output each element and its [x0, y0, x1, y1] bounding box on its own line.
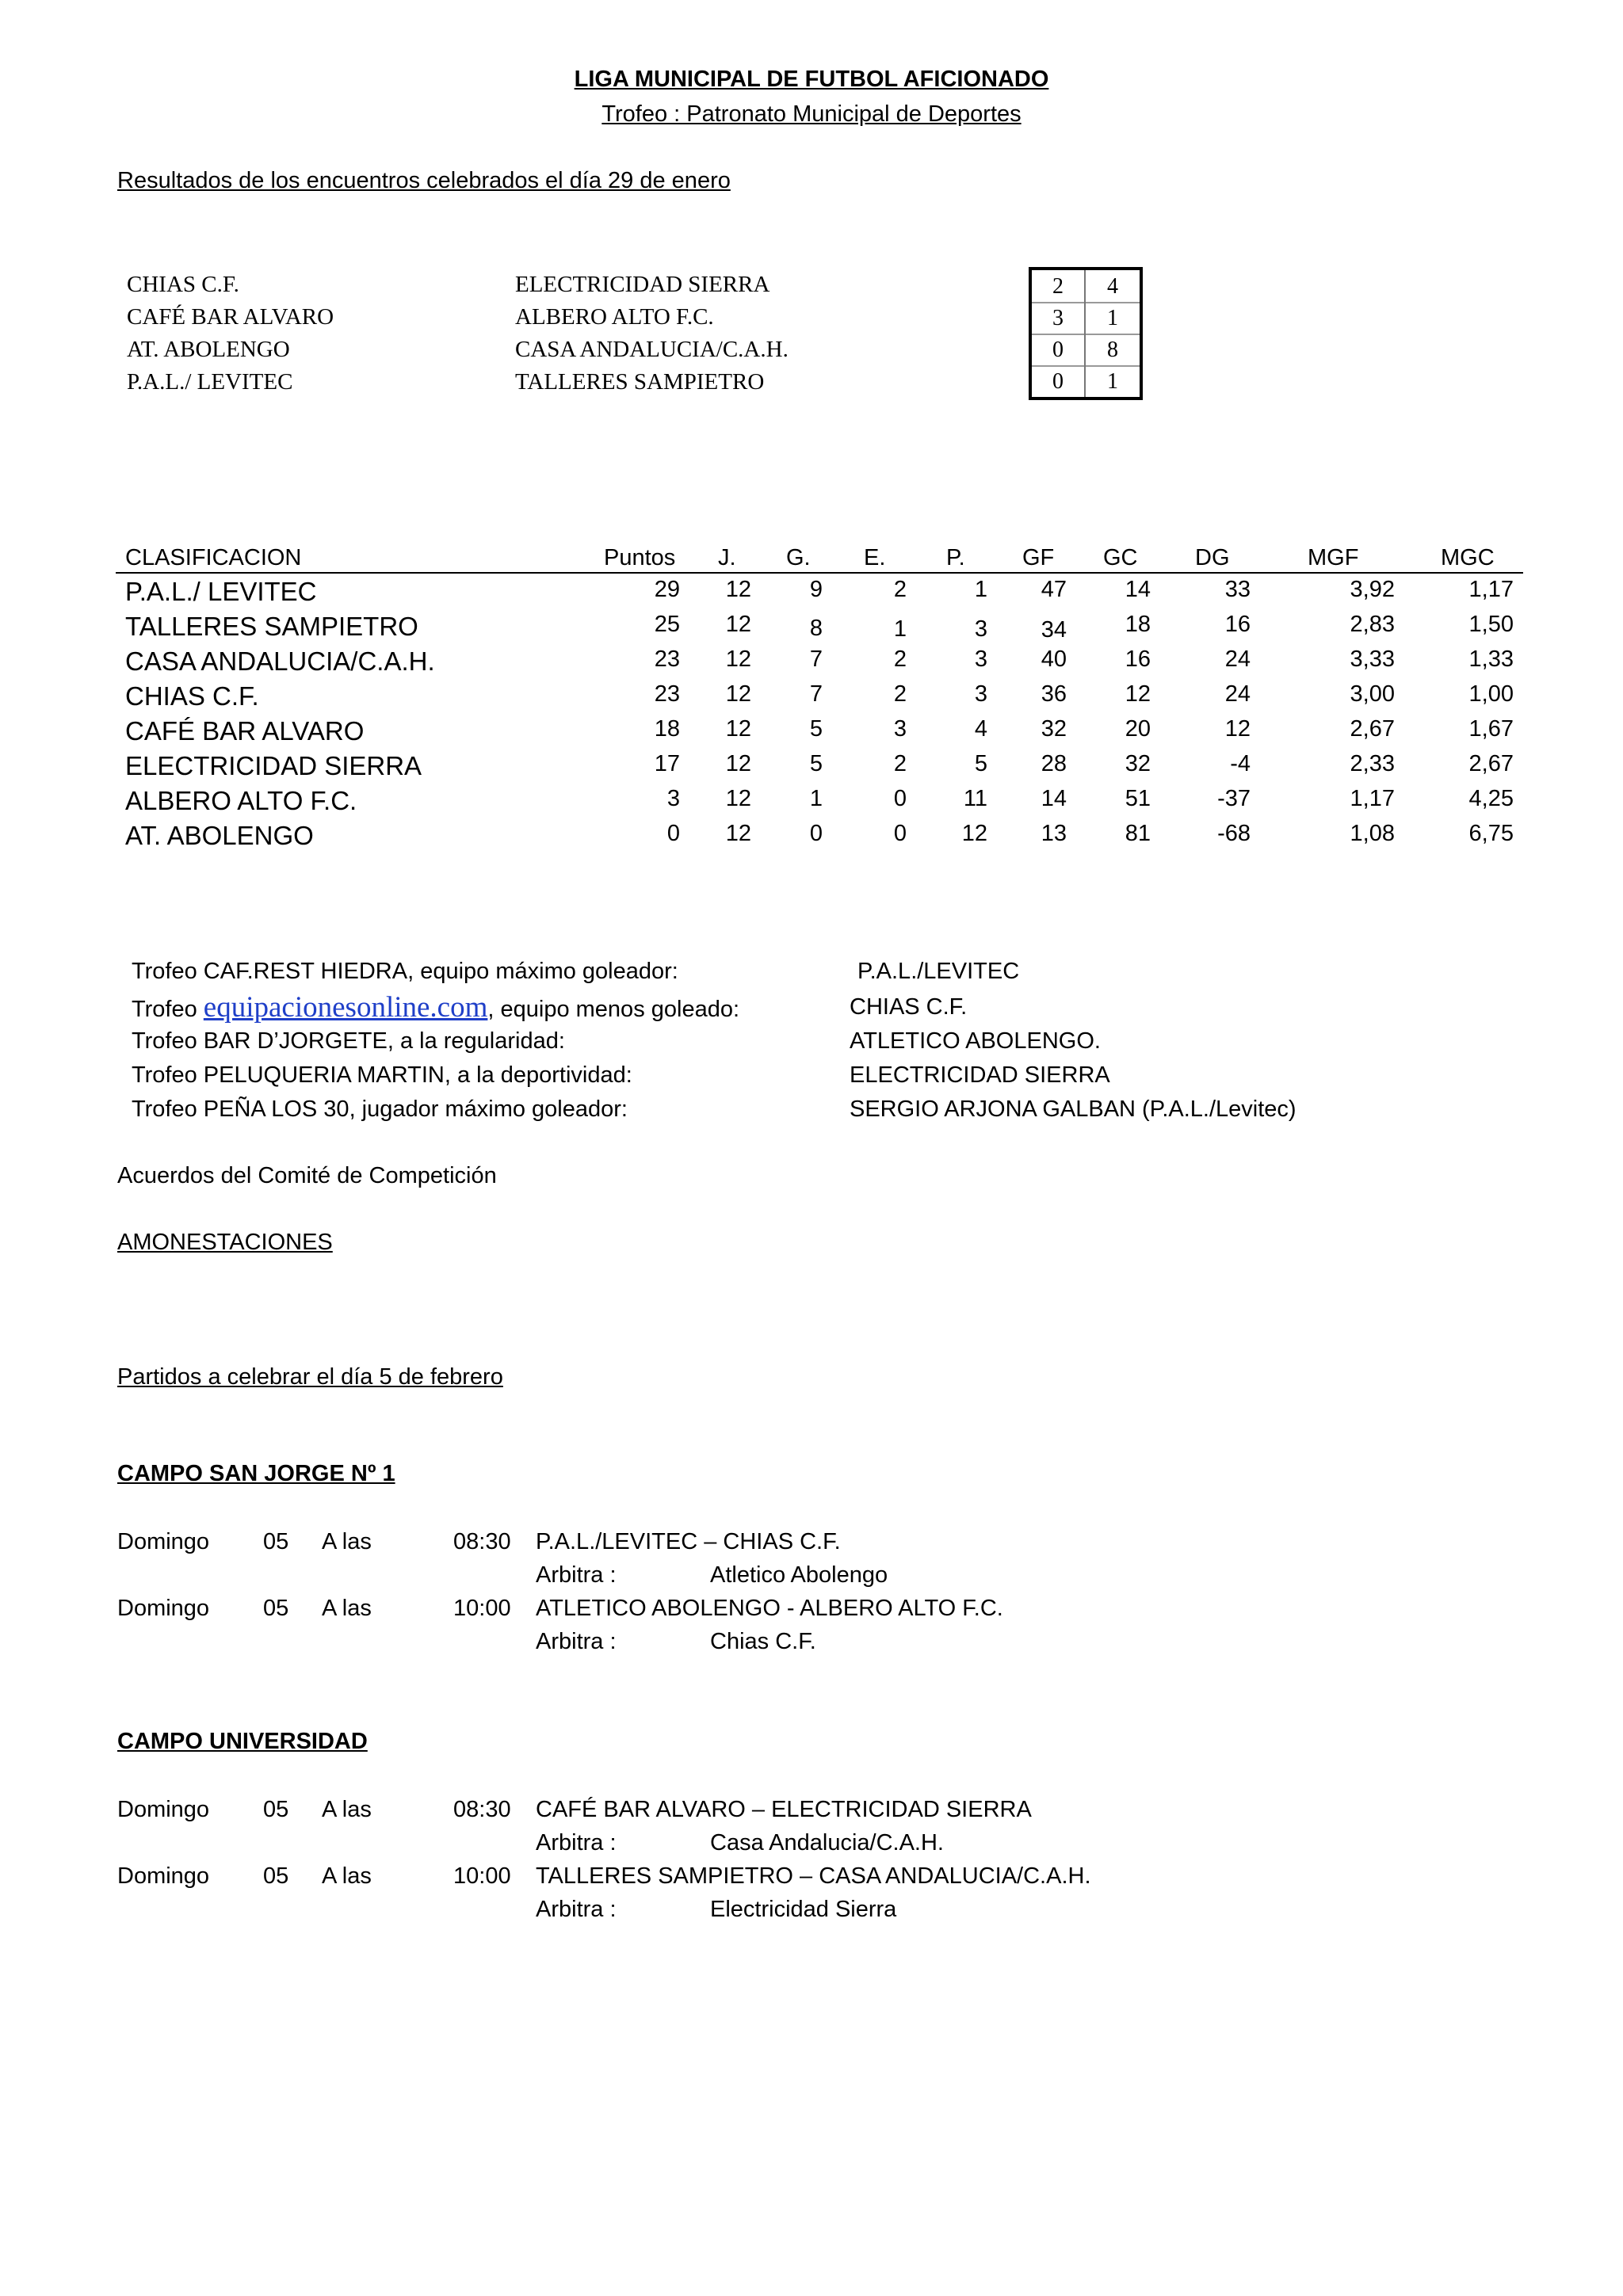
column-header-dg: DG: [1195, 545, 1230, 570]
column-header-puntos: Puntos: [604, 545, 676, 570]
standings-team: ELECTRICIDAD SIERRA: [125, 751, 422, 780]
standings-cell-dg: -4: [1230, 751, 1251, 776]
standings-cell-puntos: 23: [654, 646, 680, 672]
game-match: ATLETICO ABOLENGO - ALBERO ALTO F.C.: [536, 1596, 1003, 1621]
referee-label: Arbitra :: [536, 1830, 617, 1855]
standings-cell-p: 4: [974, 716, 987, 742]
match-away-team: CASA ANDALUCIA/C.A.H.: [515, 337, 789, 362]
standings-cell-mgf: 2,83: [1350, 612, 1395, 637]
game-time: 10:00: [453, 1596, 511, 1621]
warnings-title: AMONESTACIONES: [117, 1230, 333, 1255]
standings-cell-mgc: 1,50: [1468, 612, 1514, 637]
trophy-winner: SERGIO ARJONA GALBAN (P.A.L./Levitec): [850, 1097, 1296, 1122]
document-title: LIGA MUNICIPAL DE FUTBOL AFICIONADO: [574, 67, 1049, 92]
standings-cell-e: 2: [893, 681, 907, 707]
game-day: Domingo: [117, 1863, 210, 1889]
standings-cell-j: 12: [725, 751, 751, 776]
game-date: 05: [263, 1863, 289, 1889]
standings-team: CASA ANDALUCIA/C.A.H.: [125, 646, 435, 676]
standings-team: P.A.L./ LEVITEC: [125, 577, 317, 606]
score-row: [1032, 302, 1140, 335]
standings-cell-mgc: 4,25: [1468, 786, 1514, 811]
referee-label: Arbitra :: [536, 1629, 617, 1654]
standings-cell-g: 0: [809, 821, 823, 846]
standings-cell-p: 11: [963, 786, 987, 811]
trophy-winner: P.A.L./LEVITEC: [857, 959, 1020, 984]
away-goals: 1: [1107, 369, 1118, 394]
referee-name: Casa Andalucia/C.A.H.: [710, 1830, 944, 1855]
referee-name: Electricidad Sierra: [710, 1897, 897, 1922]
home-goals: 3: [1032, 302, 1086, 334]
column-header-mgc: MGC: [1441, 545, 1495, 570]
trophy-winner: ATLETICO ABOLENGO.: [850, 1028, 1101, 1054]
standings-cell-puntos: 23: [654, 681, 680, 707]
standings-cell-g: 7: [809, 681, 823, 707]
column-header-gc: GC: [1103, 545, 1138, 570]
standings-cell-p: 5: [974, 751, 987, 776]
standings-cell-puntos: 25: [654, 612, 680, 637]
standings-cell-p: 3: [974, 616, 987, 642]
standings-cell-gf: 14: [1041, 786, 1067, 811]
field-title: CAMPO UNIVERSIDAD: [117, 1729, 368, 1754]
away-goals: 8: [1107, 338, 1118, 362]
standings-cell-mgc: 1,67: [1468, 716, 1514, 742]
game-at: A las: [322, 1529, 372, 1554]
standings-cell-gc: 18: [1125, 612, 1151, 637]
score-box: [1029, 267, 1143, 400]
standings-cell-puntos: 3: [666, 786, 680, 811]
standings-cell-puntos: 29: [654, 577, 680, 602]
standings-cell-mgf: 1,08: [1350, 821, 1395, 846]
standings-team: AT. ABOLENGO: [125, 821, 314, 850]
standings-cell-e: 2: [893, 577, 907, 602]
game-match: P.A.L./LEVITEC – CHIAS C.F.: [536, 1529, 841, 1554]
trophy-label: Trofeo BAR D’JORGETE, a la regularidad:: [132, 1028, 565, 1054]
standings-cell-gc: 81: [1125, 821, 1151, 846]
standings-cell-puntos: 17: [654, 751, 680, 776]
referee-label: Arbitra :: [536, 1562, 617, 1588]
game-match: TALLERES SAMPIETRO – CASA ANDALUCIA/C.A.H.: [536, 1863, 1091, 1889]
game-date: 05: [263, 1529, 289, 1554]
game-at: A las: [322, 1863, 372, 1889]
standings-cell-j: 12: [725, 786, 751, 811]
trophy-winner: ELECTRICIDAD SIERRA: [850, 1062, 1110, 1088]
score-row: [1032, 270, 1140, 303]
standings-cell-p: 3: [974, 646, 987, 672]
game-date: 05: [263, 1797, 289, 1822]
game-time: 08:30: [453, 1529, 511, 1554]
upcoming-heading: Partidos a celebrar el día 5 de febrero: [117, 1364, 503, 1390]
column-header-gf: GF: [1022, 545, 1055, 570]
standings-cell-gf: 32: [1041, 716, 1067, 742]
standings-cell-gc: 51: [1125, 786, 1151, 811]
standings-cell-g: 5: [809, 716, 823, 742]
column-header-clasificacion: CLASIFICACION: [125, 545, 302, 570]
home-goals: 2: [1032, 270, 1086, 302]
standings-cell-gc: 20: [1125, 716, 1151, 742]
standings-cell-gc: 32: [1125, 751, 1151, 776]
field-title: CAMPO SAN JORGE Nº 1: [117, 1461, 395, 1486]
standings-cell-gf: 34: [1041, 617, 1067, 643]
header-rule: [116, 572, 1523, 574]
away-goals: 1: [1107, 306, 1118, 330]
standings-cell-e: 2: [893, 751, 907, 776]
column-header-p: P.: [946, 545, 965, 570]
standings-cell-mgc: 1,00: [1468, 681, 1514, 707]
trophy-label: [132, 990, 739, 1024]
standings-cell-gc: 12: [1125, 681, 1151, 707]
standings-cell-j: 12: [725, 821, 751, 846]
game-day: Domingo: [117, 1529, 210, 1554]
standings-cell-mgf: 1,17: [1350, 786, 1395, 811]
standings-cell-dg: 16: [1224, 612, 1251, 637]
standings-cell-p: 3: [974, 681, 987, 707]
game-day: Domingo: [117, 1797, 210, 1822]
standings-cell-mgc: 1,33: [1468, 646, 1514, 672]
standings-cell-g: 9: [809, 577, 823, 602]
standings-cell-dg: 24: [1224, 646, 1251, 672]
standings-cell-e: 0: [893, 821, 907, 846]
standings-cell-j: 12: [725, 577, 751, 602]
match-home-team: AT. ABOLENGO: [127, 337, 290, 362]
trophy-label: Trofeo CAF.REST HIEDRA, equipo máximo goleador:: [132, 959, 678, 984]
column-header-g: G.: [786, 545, 811, 570]
standings-cell-dg: -37: [1217, 786, 1251, 811]
game-match: CAFÉ BAR ALVARO – ELECTRICIDAD SIERRA: [536, 1797, 1032, 1822]
standings-cell-gf: 13: [1041, 821, 1067, 846]
game-time: 10:00: [453, 1863, 511, 1889]
match-away-team: ALBERO ALTO F.C.: [515, 304, 714, 330]
score-row: [1032, 365, 1140, 397]
standings-cell-e: 2: [893, 646, 907, 672]
game-date: 05: [263, 1596, 289, 1621]
standings-cell-dg: -68: [1217, 821, 1251, 846]
home-goals: 0: [1032, 365, 1086, 397]
standings-cell-mgc: 1,17: [1468, 577, 1514, 602]
match-home-team: P.A.L./ LEVITEC: [127, 369, 293, 395]
standings-team: CAFÉ BAR ALVARO: [125, 716, 365, 746]
game-day: Domingo: [117, 1596, 210, 1621]
standings-cell-j: 12: [725, 716, 751, 742]
standings-cell-g: 5: [809, 751, 823, 776]
column-header-mgf: MGF: [1308, 545, 1359, 570]
match-home-team: CAFÉ BAR ALVARO: [127, 304, 334, 330]
standings-cell-j: 12: [725, 646, 751, 672]
trophy-winner: CHIAS C.F.: [850, 994, 968, 1020]
standings-cell-gf: 40: [1041, 646, 1067, 672]
standings-cell-g: 1: [809, 786, 823, 811]
trophy-label: Trofeo PEÑA LOS 30, jugador máximo goleador:: [132, 1097, 628, 1122]
trophy-label: Trofeo PELUQUERIA MARTIN, a la deportividad:: [132, 1062, 632, 1088]
standings-cell-mgf: 3,92: [1350, 577, 1395, 602]
referee-name: Atletico Abolengo: [710, 1562, 888, 1588]
standings-cell-dg: 12: [1224, 716, 1251, 742]
committee-title: Acuerdos del Comité de Competición: [117, 1163, 497, 1188]
results-heading: Resultados de los encuentros celebrados el día 29 de enero: [117, 168, 731, 193]
sponsor-link[interactable]: equipacionesonline.com: [203, 991, 488, 1024]
home-goals: 0: [1032, 334, 1086, 365]
standings-cell-g: 8: [809, 616, 823, 641]
standings-cell-mgc: 6,75: [1468, 821, 1514, 846]
standings-cell-p: 1: [974, 577, 987, 602]
standings-cell-dg: 33: [1224, 577, 1251, 602]
standings-cell-puntos: 0: [666, 821, 680, 846]
match-away-team: TALLERES SAMPIETRO: [515, 369, 765, 395]
column-header-j: J.: [718, 545, 736, 570]
standings-cell-j: 12: [725, 612, 751, 637]
standings-cell-e: 0: [893, 786, 907, 811]
standings-cell-g: 7: [809, 646, 823, 672]
referee-name: Chias C.F.: [710, 1629, 816, 1654]
column-header-e: E.: [864, 545, 886, 570]
standings-cell-gf: 28: [1041, 751, 1067, 776]
document-subtitle: Trofeo : Patronato Municipal de Deportes: [601, 101, 1022, 127]
standings-cell-mgf: 3,33: [1350, 646, 1395, 672]
trophy-label-suffix: , equipo menos goleado:: [487, 997, 740, 1022]
game-time: 08:30: [453, 1797, 511, 1822]
standings-cell-mgf: 2,33: [1350, 751, 1395, 776]
standings-team: TALLERES SAMPIETRO: [125, 612, 418, 641]
standings-cell-j: 12: [725, 681, 751, 707]
standings-cell-p: 12: [961, 821, 987, 846]
game-at: A las: [322, 1797, 372, 1822]
match-home-team: CHIAS C.F.: [127, 272, 239, 297]
standings-cell-e: 1: [893, 616, 907, 642]
standings-team: CHIAS C.F.: [125, 681, 259, 711]
trophy-label-prefix: Trofeo: [132, 997, 204, 1022]
standings-cell-puntos: 18: [654, 716, 680, 742]
match-away-team: ELECTRICIDAD SIERRA: [515, 272, 770, 297]
standings-cell-e: 3: [893, 716, 907, 742]
away-goals: 4: [1107, 274, 1118, 299]
standings-cell-gc: 14: [1125, 577, 1151, 602]
score-row: [1032, 334, 1140, 367]
standings-cell-mgf: 3,00: [1350, 681, 1395, 707]
standings-cell-mgf: 2,67: [1350, 716, 1395, 742]
standings-cell-mgc: 2,67: [1468, 751, 1514, 776]
standings-cell-dg: 24: [1224, 681, 1251, 707]
referee-label: Arbitra :: [536, 1897, 617, 1922]
game-at: A las: [322, 1596, 372, 1621]
standings-cell-gf: 47: [1041, 577, 1067, 602]
standings-team: ALBERO ALTO F.C.: [125, 786, 357, 815]
standings-cell-gc: 16: [1125, 646, 1151, 672]
standings-cell-gf: 36: [1041, 681, 1067, 707]
